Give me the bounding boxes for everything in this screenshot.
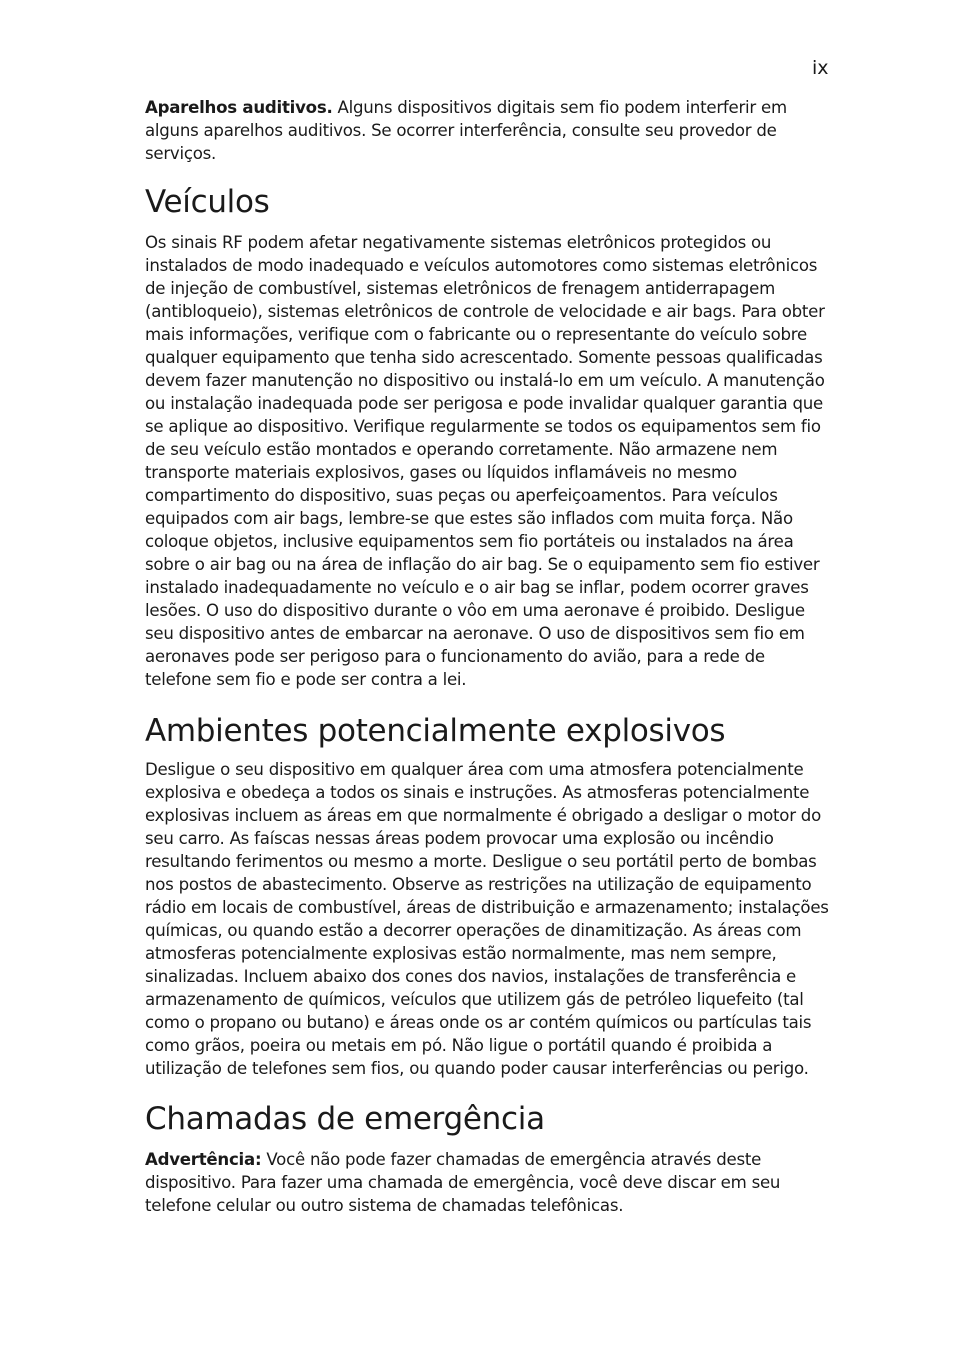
explosive-environments-heading: Ambientes potencialmente explosivos (145, 713, 726, 749)
hearing-aids-text: Alguns dispositivos digitais sem fio podem interferir em alguns aparelhos auditivos. Se ocorrer interferência, consulte seu provedor de serviços. (145, 98, 787, 163)
emergency-calls-heading: Chamadas de emergência (145, 1101, 545, 1137)
emergency-calls-paragraph (145, 1148, 829, 1217)
emergency-calls-text: Você não pode fazer chamadas de emergência através deste dispositivo. Para fazer uma chamada de emergência, você deve discar em seu telefone celular ou outro sistema de chamadas telefônicas. (145, 1150, 781, 1215)
vehicles-heading: Veículos (145, 184, 270, 220)
page-content (145, 96, 829, 1217)
explosive-environments-paragraph: Desligue o seu dispositivo em qualquer área com uma atmosfera potencialmente explosiva e obedeça a todos os sinais e instruções. As atmosferas potencialmente explosivas incluem as áreas em que normalmente é obrigado a desligar o motor do seu carro. As faíscas nessas áreas podem provocar uma explosão ou incêndio resultando ferimentos ou mesmo a morte. Desligue o seu portátil perto de bombas nos postos de abastecimento. Observe as restrições na utilização de equipamento rádio em locais de combustível, áreas de distribuição e armazenamento; instalações químicas, ou quando estão a decorrer operações de dinamitização. As áreas com atmosferas potencialmente explosivas estão normalmente, mas nem sempre, sinalizadas. Incluem abaixo dos cones dos navios, instalações de transferência e armazenamento de químicos, veículos que utilizem gás de petróleo liquefeito (tal como o propano ou butano) e áreas onde os ar contém químicos ou partículas tais como grãos, poeira ou metais em pó. Não ligue o portátil quando é proibida a utilização de telefones sem fios, ou quando poder causar interferências ou perigo. (145, 760, 829, 1078)
hearing-aids-lead: Aparelhos auditivos. (145, 98, 333, 117)
vehicles-paragraph: Os sinais RF podem afetar negativamente sistemas eletrônicos protegidos ou instalados de modo inadequado e veículos automotores como sistemas eletrônicos de injeção de combustível, sistemas eletrônicos de frenagem antiderrapagem (antibloqueio), sistemas eletrônicos de controle de velocidade e air bags. Para obter mais informações, verifique com o fabricante ou o representante do veículo sobre qualquer equipamento que tenha sido acrescentado. Somente pessoas qualificadas devem fazer manutenção no dispositivo ou instalá-lo em um veículo. A manutenção ou instalação inadequada pode ser perigosa e pode invalidar qualquer garantia que se aplique ao dispositivo. Verifique regularmente se todos os equipamentos sem fio de seu veículo estão montados e operando corretamente. Não armazene nem transporte materiais explosivos, gases ou líquidos inflamáveis no mesmo compartimento do dispositivo, suas peças ou aperfeiçoamentos. Para veículos equipados com air bags, lembre-se que estes são inflados com muita força. Não coloque objetos, inclusive equipamentos sem fio portáteis ou instalados na área sobre o air bag ou na área de inflação do air bag. Se o equipamento sem fio estiver instalado inadequadamente no veículo e o air bag se inflar, podem ocorrer graves lesões. O uso do dispositivo durante o vôo em uma aeronave é proibido. Desligue seu dispositivo antes de embarcar na aeronave. O uso de dispositivos sem fio em aeronaves pode ser perigoso para o funcionamento do avião, para a rede de telefone sem fio e pode ser contra a lei. (145, 233, 825, 689)
hearing-aids-paragraph (145, 96, 829, 165)
emergency-warning-lead: Advertência: (145, 1150, 262, 1169)
page-number: ix (812, 57, 829, 79)
